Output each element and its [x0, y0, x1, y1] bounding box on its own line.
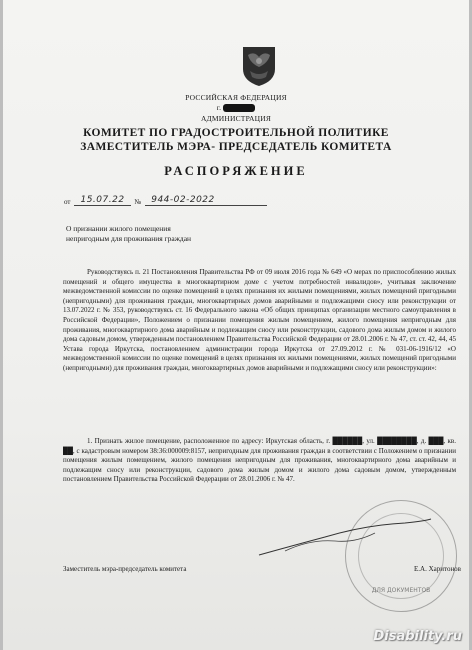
stamp-text: ДЛЯ ДОКУМЕНТОВ — [371, 587, 431, 594]
number-label: № — [134, 198, 142, 206]
committee-title: КОМИТЕТ ПО ГРАДОСТРОИТЕЛЬНОЙ ПОЛИТИКЕ — [83, 127, 389, 139]
signatory-position: Заместитель мэра-председатель комитета — [63, 565, 187, 573]
order-date: 15.07.22 — [74, 195, 130, 206]
preamble-paragraph — [63, 268, 456, 374]
subject-line-2: непригодным для проживания граждан — [66, 234, 192, 243]
handwritten-signature — [255, 515, 435, 565]
from-label: от — [64, 198, 71, 206]
administration-label: АДМИНИСТРАЦИЯ — [200, 114, 272, 123]
committee-subtitle: ЗАМЕСТИТЕЛЬ МЭРА- ПРЕДСЕДАТЕЛЬ КОМИТЕТА — [80, 141, 392, 153]
signatory-name: Е.А. Харитонов — [413, 565, 461, 573]
item-1-text: 1. Признать жилое помещение, расположенное по адресу: Иркутская область, г. ██████, ул. ████████, д. ███, кв. ██, с кадастровым номером 38:36:000009:8157, непригодным для проживания граждан в соответствии с Положением о признании помещения жилым помещением, жилого помещения непригодным для проживания, многоквартирного дома аварийным и подлежащим сносу или реконструкции, садового дома жилым домом и жилого дома садовым домом, утвержденным постановлением Правительства Российской Федерации от 28.01.2006 г. № 47. — [63, 437, 456, 484]
order-subject — [66, 224, 191, 244]
subject-line-1: О признании жилого помещения — [66, 224, 171, 233]
site-watermark: Disability.ru — [373, 629, 462, 644]
city-prefix: г. — [216, 103, 222, 112]
order-date-line — [64, 195, 267, 206]
signature-block — [63, 565, 461, 573]
city-line — [0, 103, 472, 112]
coat-of-arms-icon — [240, 45, 278, 87]
item-1-paragraph — [63, 437, 456, 485]
preamble-text: Руководствуясь п. 21 Постановления Правительства РФ от 09 июля 2016 года № 649 «О мерах по приспособлению жилых помещений и общего имущества в многоквартирном доме с учетом потребностей инвалидов», учитывая заключение межведомственной комиссии по оценке помещений в целях признания их жилыми помещениями, жилых помещений пригодными (непригодными) для проживания граждан, многоквартирных домов аварийными и подлежащими сносу или реконструкции от 13.07.2022 г. № 353, руководствуясь ст. 16 Федерального закона «Об общих принципах организации местного самоуправления в Российской Федерации», Положением о признании помещения жилым помещением, жилого помещения непригодным для проживания, многоквартирного дома аварийным и подлежащим сносу или реконструкции, садового дома жилым домом и жилого дома садовым домом, утвержденным постановлением Правительства Российской Федерации от 28.01.2006 г. № 47, ст. ст. 42, 44, 45 Устава города Иркутска, постановлением администрации города Иркутска от 27.09.2012 г. № 031-06-1916/12 «О межведомственной комиссии по оценке помещений в целях признания их жилыми помещениями, жилых помещений пригодными (непригодными) для проживания граждан, многоквартирных домов аварийными и подлежащими сносу или реконструкции»: — [63, 268, 456, 372]
redaction-city — [223, 104, 255, 112]
order-number: 944-02-2022 — [145, 195, 267, 206]
document-type: РАСПОРЯЖЕНИЕ — [164, 164, 308, 178]
country-name: РОССИЙСКАЯ ФЕДЕРАЦИЯ — [185, 93, 287, 102]
